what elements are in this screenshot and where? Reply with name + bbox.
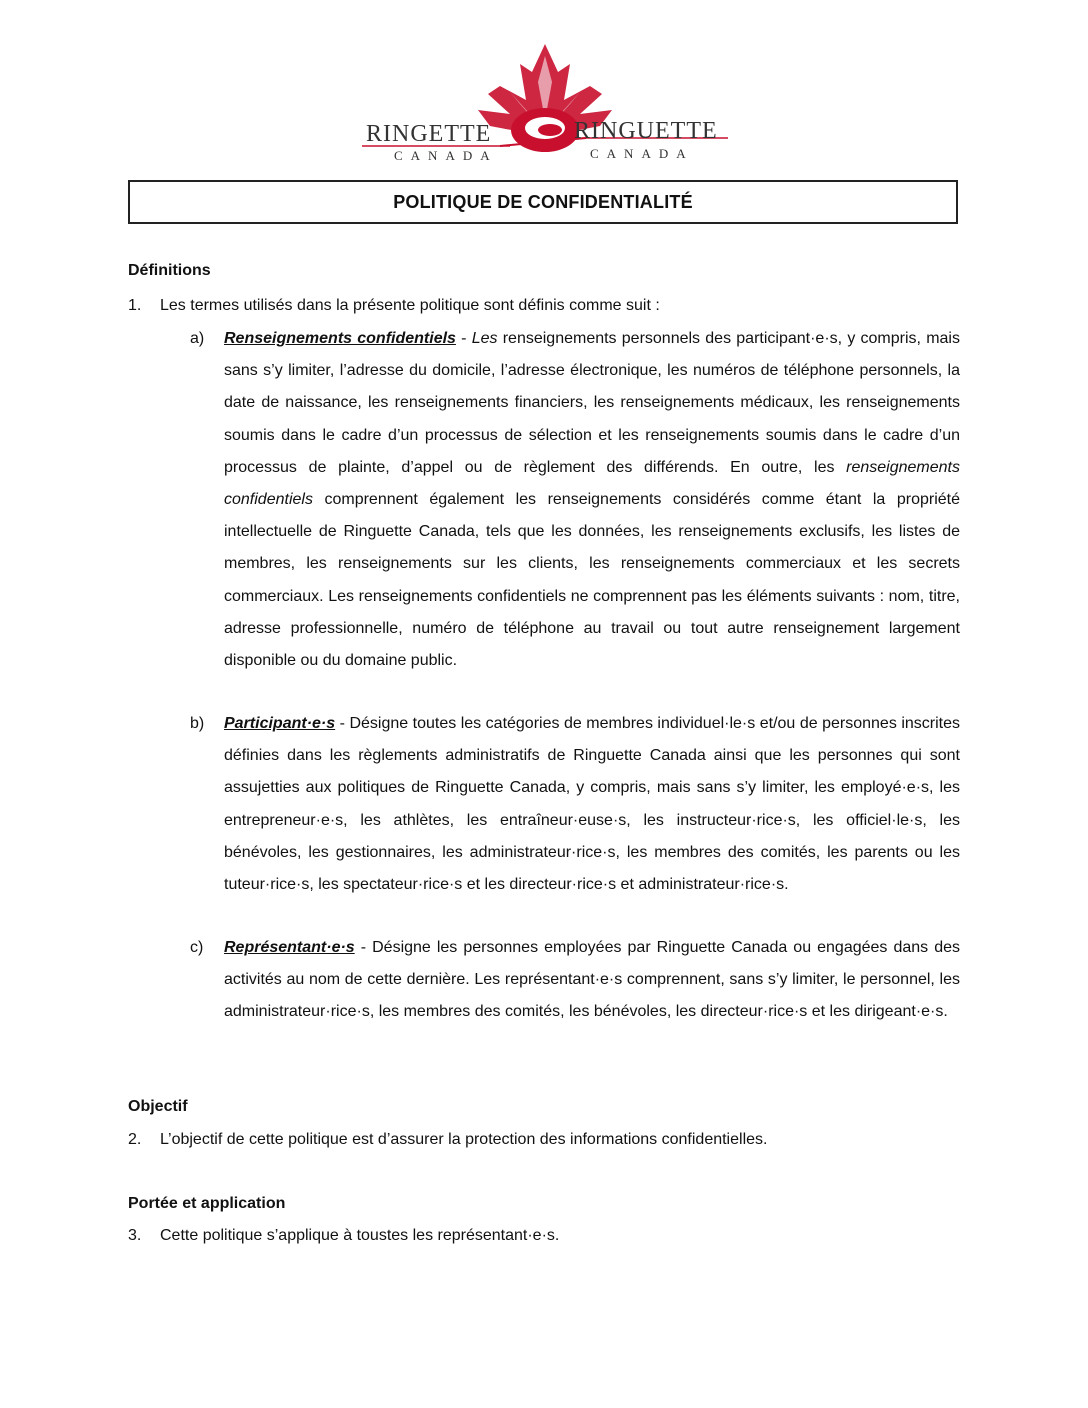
item-number: 3. [128, 1227, 142, 1244]
definition-c [190, 932, 960, 1029]
definition-body [224, 932, 960, 1029]
definition-a [190, 323, 960, 677]
definition-letter: b) [190, 715, 205, 732]
definition-separator: - [354, 939, 373, 956]
definition-term: Représentant·e·s [224, 939, 355, 956]
definition-term: Participant·e·s [224, 715, 336, 732]
definition-text: Désigne les personnes employées par Ringuette Canada ou engagées dans des activités au nom de cette dernière. Les représentant·e·s comprennent, sans s’y limiter, le personnel, les administrateur·rice·s, les membres des comités, les bénévoles, les directeur·rice·s et les dirigeant·e·s. [224, 939, 960, 1021]
heading-portee: Portée et application [128, 1195, 286, 1212]
definition-text-part1: renseignements personnels des participant·e·s, y compris, mais sans s’y limiter, l’adresse du domicile, l’adresse électronique, les numéros de téléphone personnels, la date de naissance, les renseignements financiers, les renseignements médicaux, les renseignements soumis dans le cadre d’un processus de sélection et les renseignements soumis dans le cadre d’un processus de plainte, d’appel ou de règlement des différends. En outre, les [224, 330, 960, 476]
item-number: 1. [128, 297, 142, 314]
definition-mid-italic: renseignements confidentiels [224, 458, 960, 509]
logo-right-sub: CANADA [590, 146, 694, 161]
definition-separator: - [455, 330, 472, 347]
definition-text: Désigne toutes les catégories de membres individuel·le·s et/ou de personnes inscrites définies dans les règlements administratifs de Ringuette Canada ainsi que les personnes qui sont assujetties aux politiques de Ringuette Canada, y compris, mais sans s’y limiter, les employé·e·s, les entrepreneur·e·s, les athlètes, les entraîneur·euse·s, les instructeur·rice·s, les officiel·le·s, les bénévoles, les gestionnaires, les administrateur·rice·s, les membres des comités, les parents ou les tuteur·rice·s, les spectateur·rice·s et les directeur·rice·s et administrateur·rice·s. [224, 715, 961, 894]
logo-left-word: RINGETTE [366, 121, 492, 147]
portee-text: Cette politique s’applique à toustes les représentant·e·s. [160, 1227, 560, 1244]
definitions-intro: Les termes utilisés dans la présente politique sont définis comme suit : [160, 297, 660, 314]
ringette-canada-logo [360, 42, 730, 167]
logo-right-word: RINGUETTE [574, 118, 718, 144]
definition-lead-italic: Les [471, 330, 498, 347]
logo-left-sub: CANADA [394, 148, 498, 163]
item-number: 2. [128, 1131, 142, 1148]
definition-separator: - [335, 715, 350, 732]
definition-b [190, 708, 960, 901]
definition-body [224, 323, 960, 677]
maple-leaf-ring-icon [360, 42, 730, 167]
title-box [128, 180, 958, 224]
definition-text-part2: comprennent également les renseignements considérés comme étant la propriété intellectuelle de Ringuette Canada, tels que les données, les renseignements exclusifs, les listes de membres, les renseignements sur les clients, les renseignements commerciaux et les secrets commerciaux. Les renseignements confidentiels ne comprennent pas les éléments suivants : nom, titre, adresse professionnelle, numéro de téléphone au travail ou tout autre renseignement largement disponible ou du domaine public. [224, 491, 960, 670]
page-title: POLITIQUE DE CONFIDENTIALITÉ [393, 191, 693, 212]
heading-objectif: Objectif [128, 1098, 188, 1115]
heading-definitions: Définitions [128, 262, 211, 279]
definition-term: Renseignements confidentiels [224, 330, 456, 347]
definition-letter: a) [190, 330, 205, 347]
definition-body [224, 708, 960, 901]
objectif-text: L’objectif de cette politique est d’assurer la protection des informations confidentielles. [160, 1131, 768, 1148]
definition-letter: c) [190, 939, 204, 956]
